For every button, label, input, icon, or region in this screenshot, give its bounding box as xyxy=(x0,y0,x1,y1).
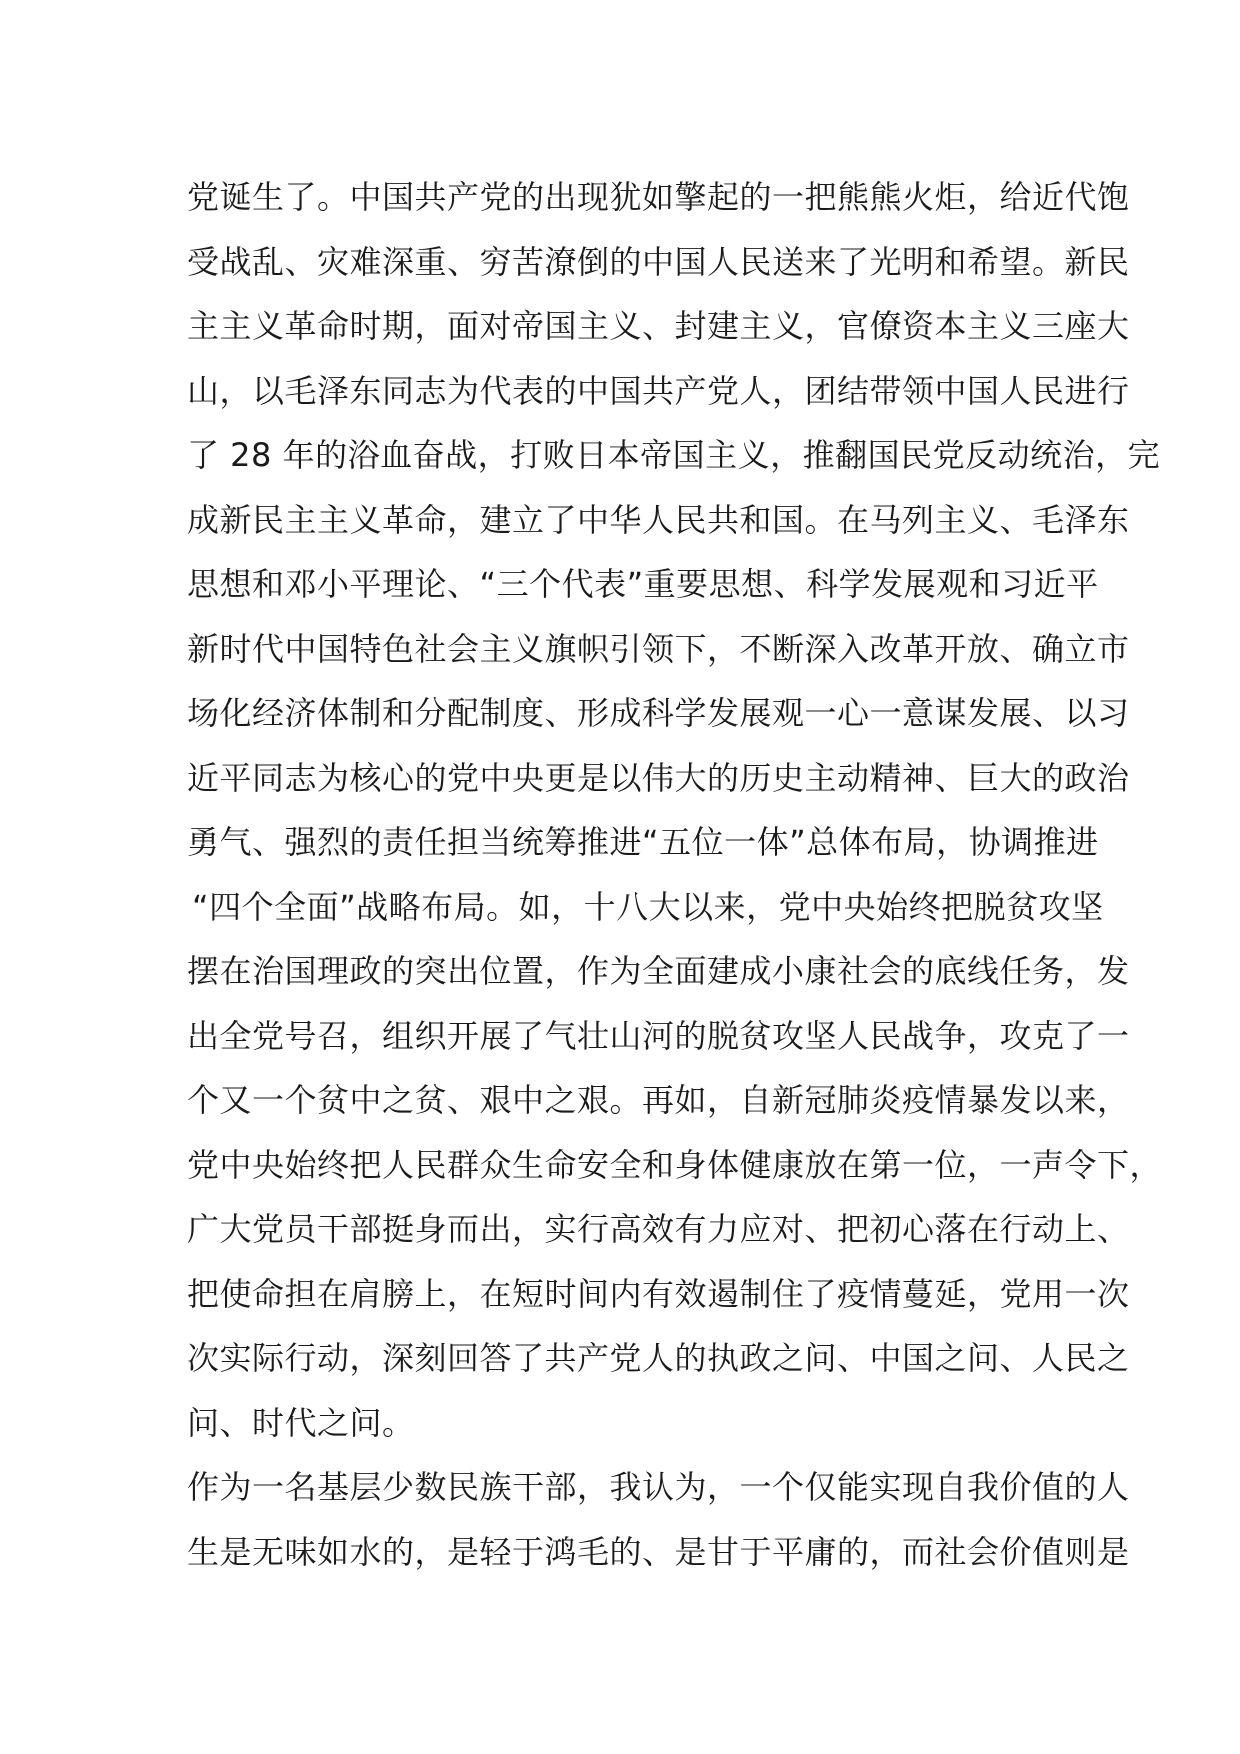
text-line: 主主义革命时期，面对帝国主义、封建主义，官僚资本主义三座大 xyxy=(187,307,1130,345)
text-line: “四个全面”战略布局。如，十八大以来，党中央始终把脱贫攻坚 xyxy=(192,887,1104,926)
text-line: 近平同志为核心的党中央更是以伟大的历史主动精神、巨大的政治 xyxy=(187,758,1130,797)
text-line: 问、时代之问。 xyxy=(187,1403,415,1442)
text-line: 党中央始终把人民群众生命安全和身体健康放在第一位，一声令下， xyxy=(187,1145,1163,1184)
text-line: 摆在治国理政的突出位置，作为全面建成小康社会的底线任务，发 xyxy=(187,952,1130,990)
text-line: 场化经济体制和分配制度、形成科学发展观一心一意谋发展、以习 xyxy=(187,694,1130,732)
text-line: 受战乱、灾难深重、穷苦潦倒的中国人民送来了光明和希望。新民 xyxy=(187,242,1130,281)
text-line: 把使命担在肩膀上，在短时间内有效遏制住了疫情蔓延，党用一次 xyxy=(187,1274,1130,1313)
text-line: 山，以毛泽东同志为代表的中国共产党人，团结带领中国人民进行 xyxy=(187,371,1130,410)
text-line: 新时代中国特色社会主义旗帜引领下，不断深入改革开放、确立市 xyxy=(187,629,1130,668)
body-text xyxy=(187,165,1163,1584)
text-line: 了 28 年的浴血奋战，打败日本帝国主义，推翻国民党反动统治，完 xyxy=(187,436,1161,474)
text-line: 党诞生了。中国共产党的出现犹如擎起的一把熊熊火炬，给近代饱 xyxy=(187,178,1130,216)
text-line: 次实际行动，深刻回答了共产党人的执政之问、中国之问、人民之 xyxy=(187,1339,1130,1377)
text-line: 个又一个贫中之贫、艰中之艰。再如，自新冠肺炎疫情暴发以来， xyxy=(187,1081,1130,1119)
text-line: 勇气、强烈的责任担当统筹推进“五位一体”总体布局，协调推进 xyxy=(187,823,1099,861)
text-line: 广大党员干部挺身而出，实行高效有力应对、把初心落在行动上、 xyxy=(187,1210,1130,1248)
text-line: 作为一名基层少数民族干部，我认为，一个仅能实现自我价值的人 xyxy=(187,1468,1130,1506)
text-line: 思想和邓小平理论、“三个代表”重要思想、科学发展观和习近平 xyxy=(187,565,1099,603)
text-line: 出全党号召，组织开展了气壮山河的脱贫攻坚人民战争，攻克了一 xyxy=(187,1016,1130,1055)
text-line: 成新民主主义革命，建立了中华人民共和国。在马列主义、毛泽东 xyxy=(187,500,1130,539)
text-line: 生是无味如水的，是轻于鸿毛的、是甘于平庸的，而社会价值则是 xyxy=(187,1532,1130,1571)
